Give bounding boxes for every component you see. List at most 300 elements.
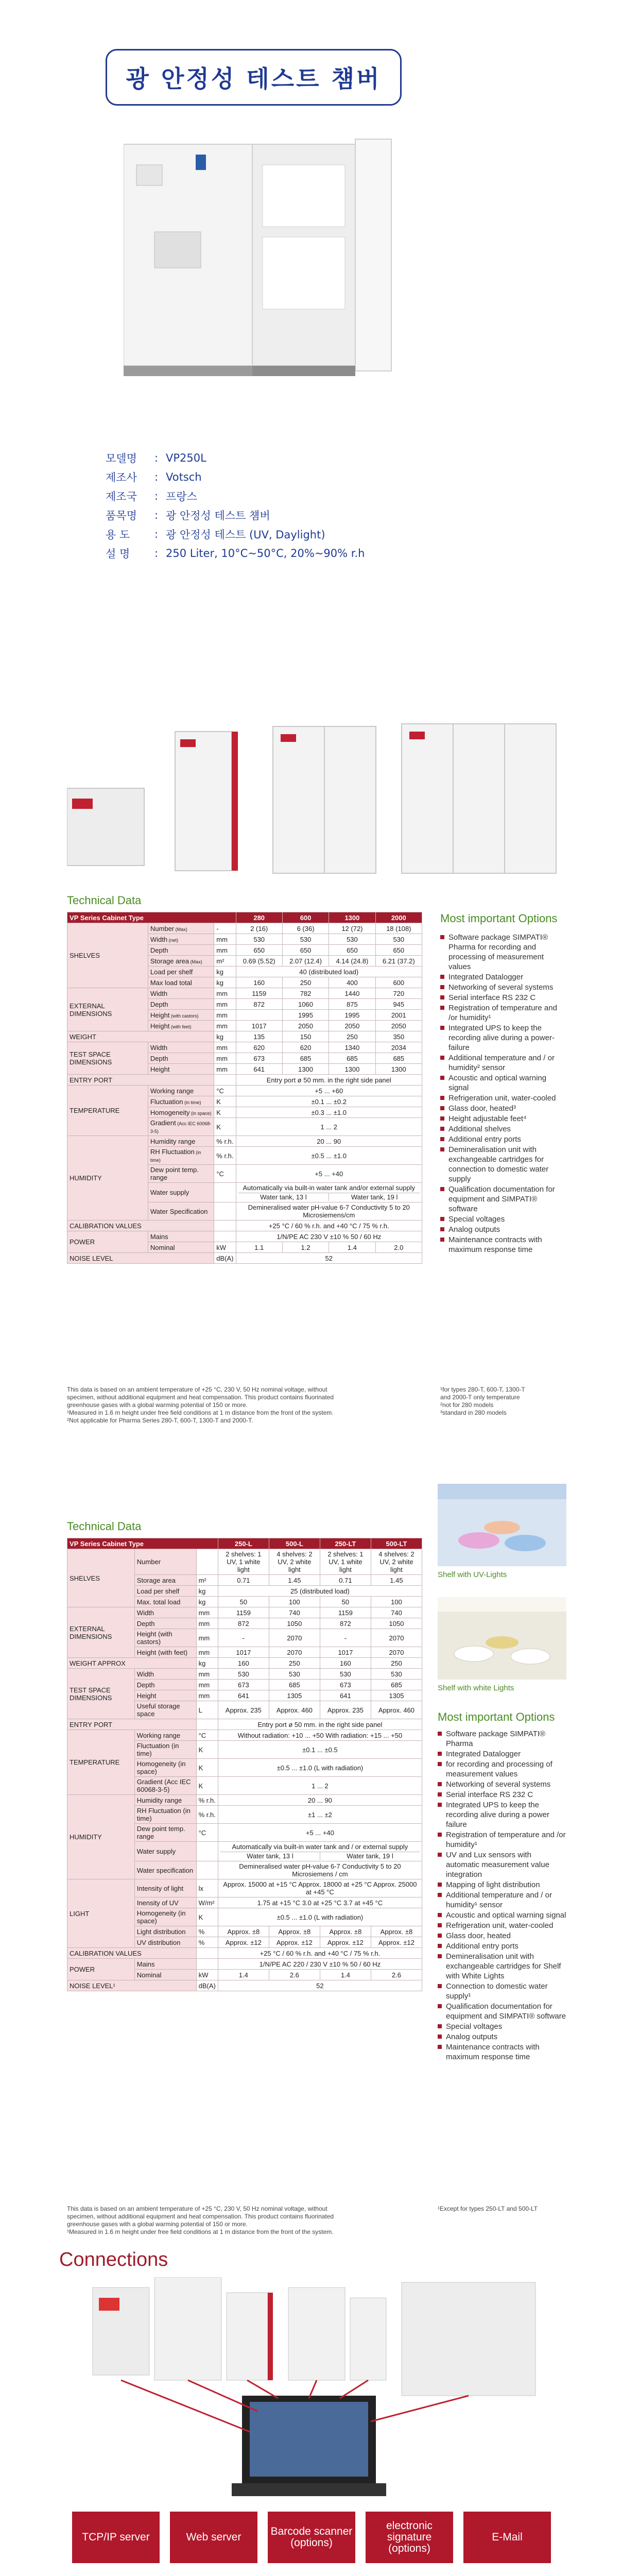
table-value-cell: Approx. ±12 — [320, 1937, 371, 1948]
table-value-cell: 2 shelves: 1 UV, 1 white light — [218, 1549, 269, 1575]
footnote-line: ³standard in 280 models — [440, 1409, 507, 1416]
table-value-cell: ±0.1 ... ±0.2 — [236, 1096, 422, 1107]
option-item: Acoustic and optical warning signal — [440, 1073, 566, 1093]
table-row — [67, 1253, 422, 1264]
table-value-cell: 2070 — [269, 1629, 320, 1647]
option-item: Acoustic and optical warning signal — [438, 1910, 566, 1920]
option-item: Integrated Datalogger — [440, 972, 566, 982]
tech2-footnote-right — [438, 2205, 566, 2213]
table-unit-cell: mm — [214, 1064, 236, 1075]
table-value-cell: - — [320, 1629, 371, 1647]
table-sub-cell: Depth — [148, 999, 214, 1010]
table-header-cell: 250-LT — [320, 1538, 371, 1549]
table-value-cell: 52 — [218, 1980, 422, 1991]
table-value-cell: Approx. ±12 — [218, 1937, 269, 1948]
table-value-cell: 1995 — [329, 1010, 375, 1021]
table-value-cell: ±0.3 ... ±1.0 — [236, 1107, 422, 1118]
table-category-cell: CALIBRATION VALUES — [67, 1221, 214, 1231]
table-category-cell: TEMPERATURE — [67, 1730, 135, 1795]
tech1-table-wrap — [67, 912, 422, 1264]
table-sub-cell: Useful storage space — [134, 1701, 196, 1719]
tech2-table-wrap — [67, 1538, 422, 1991]
spec-row — [106, 505, 517, 524]
option-item: Refrigeration unit, water-cooled — [440, 1093, 566, 1103]
table-row — [67, 1075, 422, 1086]
product-lineup-illustration — [67, 711, 561, 881]
table-unit-cell: % r.h. — [214, 1147, 236, 1165]
table-unit-cell: kg — [214, 977, 236, 988]
table-category-cell: EXTERNAL DIMENSIONS — [67, 988, 148, 1031]
table-unit-cell: mm — [214, 988, 236, 999]
table-unit-cell — [214, 1231, 236, 1242]
table-sub-cell: RH Fluctuation (in time) — [134, 1806, 196, 1824]
table-header-cell: 2000 — [375, 912, 422, 923]
spec-value: 광 안정성 테스트 (UV, Daylight) — [166, 528, 325, 541]
table-value-cell: 2.6 — [371, 1970, 422, 1980]
table-unit-cell: % r.h. — [196, 1806, 218, 1824]
table-unit-cell: m² — [214, 956, 236, 967]
footnote-line: ¹Measured in 1.6 m height under free field conditions at 1 m distance from the front of the system. — [67, 2228, 334, 2235]
table-sub-cell: Humidity range — [148, 1136, 214, 1147]
table-value-cell: 2050 — [375, 1021, 422, 1031]
table-value-cell: 1159 — [320, 1607, 371, 1618]
table-value-cell: 6.21 (37.2) — [375, 956, 422, 967]
option-item: Glass door, heated — [438, 1931, 566, 1941]
table-value-cell: 530 — [371, 1669, 422, 1680]
option-item: Glass door, heated³ — [440, 1104, 566, 1113]
option-item: Networking of several systems — [440, 982, 566, 992]
tech2-options — [438, 1729, 566, 2062]
table-sub-cell: Depth — [134, 1618, 196, 1629]
table-value-cell: 685 — [371, 1680, 422, 1690]
table-unit-cell: mm — [196, 1607, 218, 1618]
table-unit-cell: dB(A) — [196, 1980, 218, 1991]
table-value-cell: 12 (72) — [329, 923, 375, 934]
table-unit-cell — [196, 1861, 218, 1879]
tech1-table — [67, 912, 422, 1264]
table-value-cell: 1/N/PE AC 220 / 230 V ±10 % 50 / 60 Hz — [218, 1959, 422, 1970]
table-unit-cell: m² — [196, 1575, 218, 1586]
table-value-cell: 875 — [329, 999, 375, 1010]
table-value-text: Automatically via built-in water tank and / or external supply — [232, 1843, 408, 1851]
table-row — [67, 1719, 422, 1730]
option-item: Integrated UPS to keep the recording alive during a power failure — [438, 1800, 566, 1829]
table-value-cell: - — [218, 1629, 269, 1647]
table-category-cell: HUMIDITY — [67, 1136, 148, 1221]
table-value-cell: 620 — [236, 1042, 282, 1053]
table-sub-cell: Gradient (Acc IEC 60068-3-5) — [134, 1777, 196, 1795]
table-value-cell: 1159 — [236, 988, 282, 999]
table-value-cell: 1305 — [371, 1690, 422, 1701]
table-value-cell: 1.45 — [269, 1575, 320, 1586]
table-sub-cell: Number — [134, 1549, 196, 1575]
table-unit-cell: K — [196, 1908, 218, 1926]
table-value-cell: +25 °C / 60 % r.h. and +40 °C / 75 % r.h. — [218, 1948, 422, 1959]
table-value-cell — [236, 1183, 422, 1202]
tech2-table — [67, 1538, 422, 1991]
table-value-cell: 50 — [218, 1597, 269, 1607]
table-row — [67, 1231, 422, 1242]
table-value-cell: 2070 — [269, 1647, 320, 1658]
table-unit-cell — [214, 1221, 236, 1231]
table-unit-cell: mm — [196, 1680, 218, 1690]
table-value-cell: 685 — [282, 1053, 329, 1064]
table-category-cell: CALIBRATION VALUES — [67, 1948, 197, 1959]
table-value-cell: 1017 — [320, 1647, 371, 1658]
table-value-cell: 250 — [269, 1658, 320, 1669]
table-unit-cell: mm — [196, 1690, 218, 1701]
table-unit-cell: K — [196, 1741, 218, 1759]
spec-value: Votsch — [166, 470, 202, 483]
table-value-cell: +5 ... +40 — [218, 1824, 422, 1842]
table-category-cell: WEIGHT APPROX — [67, 1658, 197, 1669]
table-value-cell: Approx. 15000 at +15 °C Approx. 18000 at +25 °C Approx. 25000 at +45 °C — [218, 1879, 422, 1897]
table-value-cell: 673 — [320, 1680, 371, 1690]
option-item: Analog outputs — [438, 2032, 566, 2042]
option-item: Maintenance contracts with maximum response time — [440, 1235, 566, 1255]
table-category-cell: EXTERNAL DIMENSIONS — [67, 1607, 135, 1658]
table-value-cell: 530 — [329, 934, 375, 945]
table-sub-cell: Width — [134, 1669, 196, 1680]
option-item: Qualification documentation for equipment and SIMPATI® software — [438, 2002, 566, 2021]
table-unit-cell: °C — [196, 1730, 218, 1741]
table-sub-cell: Dew point temp. range — [134, 1824, 196, 1842]
table-value-cell: 250 — [371, 1658, 422, 1669]
spec-row — [106, 486, 517, 505]
table-unit-cell: W/m² — [196, 1897, 218, 1908]
table-row — [67, 1042, 422, 1053]
table-row — [67, 1607, 422, 1618]
spec-row — [106, 524, 517, 544]
table-value-cell: 2.0 — [375, 1242, 422, 1253]
table-value-cell: 2.07 (12.4) — [282, 956, 329, 967]
table-sub-cell: Height (with feet) — [148, 1021, 214, 1031]
table-unit-cell: mm — [196, 1669, 218, 1680]
table-category-cell: LIGHT — [67, 1879, 135, 1948]
table-value-cell: 530 — [269, 1669, 320, 1680]
table-unit-cell — [196, 1948, 218, 1959]
connections-title: Connections — [59, 2249, 168, 2270]
option-item: Special voltages — [438, 2022, 566, 2031]
table-category-cell: TEST SPACE DIMENSIONS — [67, 1669, 135, 1719]
table-unit-cell: lx — [196, 1879, 218, 1897]
table-value-cell: 1060 — [282, 999, 329, 1010]
table-sub-cell: Dew point temp. range — [148, 1165, 214, 1183]
table-row — [67, 1549, 422, 1575]
table-unit-cell: K — [196, 1759, 218, 1777]
title-box — [106, 49, 402, 106]
table-unit-cell: % r.h. — [214, 1136, 236, 1147]
option-item: Mapping of light distribution — [438, 1880, 566, 1890]
table-unit-cell — [214, 1075, 236, 1086]
table-value-cell: 1017 — [236, 1021, 282, 1031]
table-header-cell: 500-LT — [371, 1538, 422, 1549]
table-category-cell: ENTRY PORT — [67, 1075, 214, 1086]
table-sub-cell: Humidity range — [134, 1795, 196, 1806]
table-unit-cell — [196, 1959, 218, 1970]
table-sub-note: (Max) — [189, 959, 202, 964]
table-value-cell: 685 — [329, 1053, 375, 1064]
table-unit-cell: kg — [214, 967, 236, 977]
table-row — [67, 1136, 422, 1147]
table-value-cell: 2070 — [371, 1629, 422, 1647]
table-header-cell: VP Series Cabinet Type — [67, 912, 236, 923]
tech1-footnote — [67, 1386, 396, 1425]
table-sub-cell: Load per shelf — [148, 967, 214, 977]
table-unit-cell: mm — [214, 1010, 236, 1021]
table-value-cell: 641 — [236, 1064, 282, 1075]
table-sub-cell: Height — [134, 1690, 196, 1701]
table-value-cell: ±0.5 ... ±1.0 (L with radiation) — [218, 1908, 422, 1926]
table-sub-cell: Water specification — [134, 1861, 196, 1879]
table-header-cell: VP Series Cabinet Type — [67, 1538, 218, 1549]
table-row — [67, 988, 422, 999]
table-unit-cell: kW — [196, 1970, 218, 1980]
table-value-cell: 2001 — [375, 1010, 422, 1021]
table-sub-cell: Max load total — [148, 977, 214, 988]
spec-row — [106, 544, 517, 563]
table-value-cell: 400 — [329, 977, 375, 988]
table-category-cell: SHELVES — [67, 923, 148, 988]
connection-email: E-Mail — [463, 2512, 551, 2563]
table-sub-cell: Homogeneity (in space) — [148, 1107, 214, 1118]
table-value-cell: 530 — [375, 934, 422, 945]
option-item: Refrigeration unit, water-cooled — [438, 1921, 566, 1930]
spec-colon: : — [154, 528, 159, 540]
option-item: Registration of temperature and /or humidity¹ — [440, 1003, 566, 1023]
tech1-section-title: Technical Data — [67, 894, 142, 907]
table-value-cell: 1440 — [329, 988, 375, 999]
table-category-cell: NOISE LEVEL¹ — [67, 1980, 197, 1991]
table-value-cell: 1305 — [269, 1690, 320, 1701]
table-unit-cell: mm — [196, 1618, 218, 1629]
table-unit-cell: K — [214, 1118, 236, 1136]
table-sub-cell: Fluctuation (in time) — [148, 1096, 214, 1107]
table-sub-cell: Height (with castors) — [134, 1629, 196, 1647]
table-value-cell: 250 — [282, 977, 329, 988]
table-value-cell: 2 (16) — [236, 923, 282, 934]
table-value-cell: 530 — [218, 1669, 269, 1680]
table-value-cell: 1340 — [329, 1042, 375, 1053]
table-category-cell: TEMPERATURE — [67, 1086, 148, 1136]
table-sub-cell: Working range — [148, 1086, 214, 1096]
table-value-cell: 150 — [282, 1031, 329, 1042]
table-sub-cell: Depth — [148, 945, 214, 956]
table-unit-cell: mm — [196, 1629, 218, 1647]
table-value-cell: 18 (108) — [375, 923, 422, 934]
table-value-cell: 1300 — [375, 1064, 422, 1075]
table-value-cell: ±0.1 ... ±0.5 — [218, 1741, 422, 1759]
table-value-cell: 2 shelves: 1 UV, 1 white light — [320, 1549, 371, 1575]
table-sub-cell: Light distribution — [134, 1926, 196, 1937]
spec-row — [106, 467, 517, 486]
table-header-cell: 500-L — [269, 1538, 320, 1549]
table-sub-cell: Working range — [134, 1730, 196, 1741]
table-unit-cell: °C — [196, 1824, 218, 1842]
table-category-cell: ENTRY PORT — [67, 1719, 197, 1730]
table-unit-cell: kg — [196, 1586, 218, 1597]
table-value-cell: 650 — [282, 945, 329, 956]
table-value-cell: 530 — [320, 1669, 371, 1680]
table-row — [67, 1980, 422, 1991]
spec-list — [106, 448, 517, 563]
table-unit-cell — [196, 1719, 218, 1730]
table-sub-cell: Nominal — [148, 1242, 214, 1253]
table-value-cell: 4 shelves: 2 UV, 2 white light — [269, 1549, 320, 1575]
option-item: Demineralisation unit with exchangeable cartridges for Shelf with White Lights — [438, 1952, 566, 1981]
table-value-cell: 160 — [218, 1658, 269, 1669]
table-value-cell: 685 — [269, 1680, 320, 1690]
table-unit-cell — [214, 1202, 236, 1221]
option-item: Height adjustable feet⁴ — [440, 1114, 566, 1124]
table-sub-note: (with castors) — [169, 1013, 199, 1019]
table-value-cell: 1.45 — [371, 1575, 422, 1586]
table-value-cell: Entry port ø 50 mm. in the right side panel — [218, 1719, 422, 1730]
table-value-cell: 40 (distributed load) — [236, 967, 422, 977]
table-value-cell: 673 — [236, 1053, 282, 1064]
spec-colon: : — [154, 451, 159, 464]
table-sub-cell: Depth — [148, 1053, 214, 1064]
option-item: Additional temperature and / or humidity¹ sensor — [438, 1890, 566, 1910]
table-sub-cell: Mains — [134, 1959, 196, 1970]
table-value-cell: Entry port ø 50 mm. in the right side panel — [236, 1075, 422, 1086]
spec-value: VP250L — [166, 451, 206, 464]
table-sub-cell: Storage area (Max) — [148, 956, 214, 967]
spec-value: 광 안정성 테스트 첌버 — [166, 509, 270, 522]
table-value-cell — [236, 1010, 282, 1021]
table-value-cell: Approx. 460 — [269, 1701, 320, 1719]
table-category-cell: NOISE LEVEL — [67, 1253, 214, 1264]
spec-row — [106, 448, 517, 467]
table-value-cell: ±0.5 ... ±1.0 — [236, 1147, 422, 1165]
table-sub-cell: Storage area — [134, 1575, 196, 1586]
table-value-cell: 6 (36) — [282, 923, 329, 934]
table-sub-cell: Water supply — [148, 1183, 214, 1202]
tech1-options — [440, 933, 566, 1255]
spec-key: 품목명 — [106, 509, 137, 522]
table-value-cell: 673 — [218, 1680, 269, 1690]
table-sub-cell: Inensity of UV — [134, 1897, 196, 1908]
chamber-illustration — [124, 129, 402, 386]
table-sub-note: (Acc IEC 60068-3-5) — [150, 1121, 212, 1134]
table-sub-cell: Width — [148, 988, 214, 999]
table-row — [67, 1948, 422, 1959]
table-value-cell: 1.1 — [236, 1242, 282, 1253]
footnote-line: and 2000-T only temperature — [440, 1394, 520, 1401]
connections-illustration — [72, 2277, 566, 2504]
table-sub-cell: Fluctuation (in time) — [134, 1741, 196, 1759]
table-unit-cell: kg — [196, 1597, 218, 1607]
table-unit-cell — [214, 1183, 236, 1202]
table-row — [67, 923, 422, 934]
table-value-cell: 650 — [329, 945, 375, 956]
table-sub-cell: Intensity of light — [134, 1879, 196, 1897]
footnote-line: ²Not applicable for Pharma Series 280-T, 600-T, 1300-T and 2000-T. — [67, 1417, 253, 1424]
table-value-cell: 782 — [282, 988, 329, 999]
table-value-part: Water tank, 13 l — [220, 1852, 320, 1860]
table-category-cell: POWER — [67, 1959, 135, 1980]
table-value-cell: 872 — [236, 999, 282, 1010]
table-sub-note: (in time) — [150, 1150, 201, 1163]
tech2-section-title: Technical Data — [67, 1520, 142, 1533]
table-row — [67, 1086, 422, 1096]
option-item: Integrated Datalogger — [438, 1749, 566, 1759]
shelf-white-caption: Shelf with white Lights — [438, 1684, 514, 1692]
option-item: Demineralisation unit with exchangeable cartridges for connection to domestic water supply — [440, 1145, 566, 1184]
table-unit-cell: mm — [214, 1021, 236, 1031]
footnote-line: specimen, without additional equipment and heat compensation. This product contains fluorinated — [67, 1394, 334, 1401]
spec-key: 용 도 — [106, 528, 130, 541]
table-value-cell: 620 — [282, 1042, 329, 1053]
table-value-cell: 650 — [375, 945, 422, 956]
table-row — [67, 1730, 422, 1741]
table-value-text: Automatically via built-in water tank and/or external supply — [243, 1184, 416, 1192]
table-sub-cell: Max. total load — [134, 1597, 196, 1607]
table-value-cell: 20 ... 90 — [218, 1795, 422, 1806]
table-value-cell: 641 — [320, 1690, 371, 1701]
table-value-cell: Approx. 235 — [218, 1701, 269, 1719]
table-sub-note: (in time) — [183, 1099, 201, 1105]
table-value-cell: 685 — [375, 1053, 422, 1064]
table-unit-cell: kg — [214, 1031, 236, 1042]
table-value-cell: 160 — [236, 977, 282, 988]
tech1-footnote-right — [440, 1386, 566, 1417]
table-unit-cell: mm — [214, 1042, 236, 1053]
table-sub-cell: Water Specification — [148, 1202, 214, 1221]
table-value-cell: Approx. 460 — [371, 1701, 422, 1719]
table-sub-cell: Gradient (Acc IEC 60068-3-5) — [148, 1118, 214, 1136]
table-row — [67, 1959, 422, 1970]
table-value-cell: Approx. ±8 — [371, 1926, 422, 1937]
table-sub-cell: Load per shelf — [134, 1586, 196, 1597]
table-unit-cell: % — [196, 1926, 218, 1937]
table-value-cell: 100 — [269, 1597, 320, 1607]
table-category-cell: SHELVES — [67, 1549, 135, 1607]
table-unit-cell: dB(A) — [214, 1253, 236, 1264]
table-value-cell: +25 °C / 60 % r.h. and +40 °C / 75 % r.h. — [236, 1221, 422, 1231]
shelf-white-image — [438, 1597, 566, 1680]
table-value-cell: 1 ... 2 — [218, 1777, 422, 1795]
table-row — [67, 1221, 422, 1231]
table-unit-cell — [196, 1549, 218, 1575]
table-value-cell: 1300 — [282, 1064, 329, 1075]
option-item: Networking of several systems — [438, 1780, 566, 1789]
table-value-cell: Approx. ±8 — [320, 1926, 371, 1937]
connection-tcp-ip: TCP/IP server — [72, 2512, 160, 2563]
table-unit-cell: °C — [214, 1086, 236, 1096]
table-value-cell: 740 — [371, 1607, 422, 1618]
tech2-options-list — [438, 1729, 566, 2062]
tech2-options-title: Most important Options — [438, 1710, 555, 1723]
table-value-cell: Without radiation: +10 ... +50 With radiation: +15 ... +50 — [218, 1730, 422, 1741]
table-unit-cell: % — [196, 1937, 218, 1948]
spec-key: 모델명 — [106, 452, 137, 465]
table-value-cell: 530 — [282, 934, 329, 945]
table-sub-cell: Mains — [148, 1231, 214, 1242]
table-value-cell: 100 — [371, 1597, 422, 1607]
table-category-cell: POWER — [67, 1231, 148, 1253]
table-value-cell: 52 — [236, 1253, 422, 1264]
connection-signature: electronic signature (options) — [366, 2512, 453, 2563]
table-header-cell: 250-L — [218, 1538, 269, 1549]
table-row — [67, 1795, 422, 1806]
table-value-cell: 1050 — [371, 1618, 422, 1629]
table-value-cell: Approx. ±8 — [218, 1926, 269, 1937]
table-value-part: Water tank, 19 l — [347, 1852, 393, 1860]
table-unit-cell: mm — [214, 999, 236, 1010]
table-value-cell: 160 — [320, 1658, 371, 1669]
table-sub-cell: Height — [148, 1064, 214, 1075]
